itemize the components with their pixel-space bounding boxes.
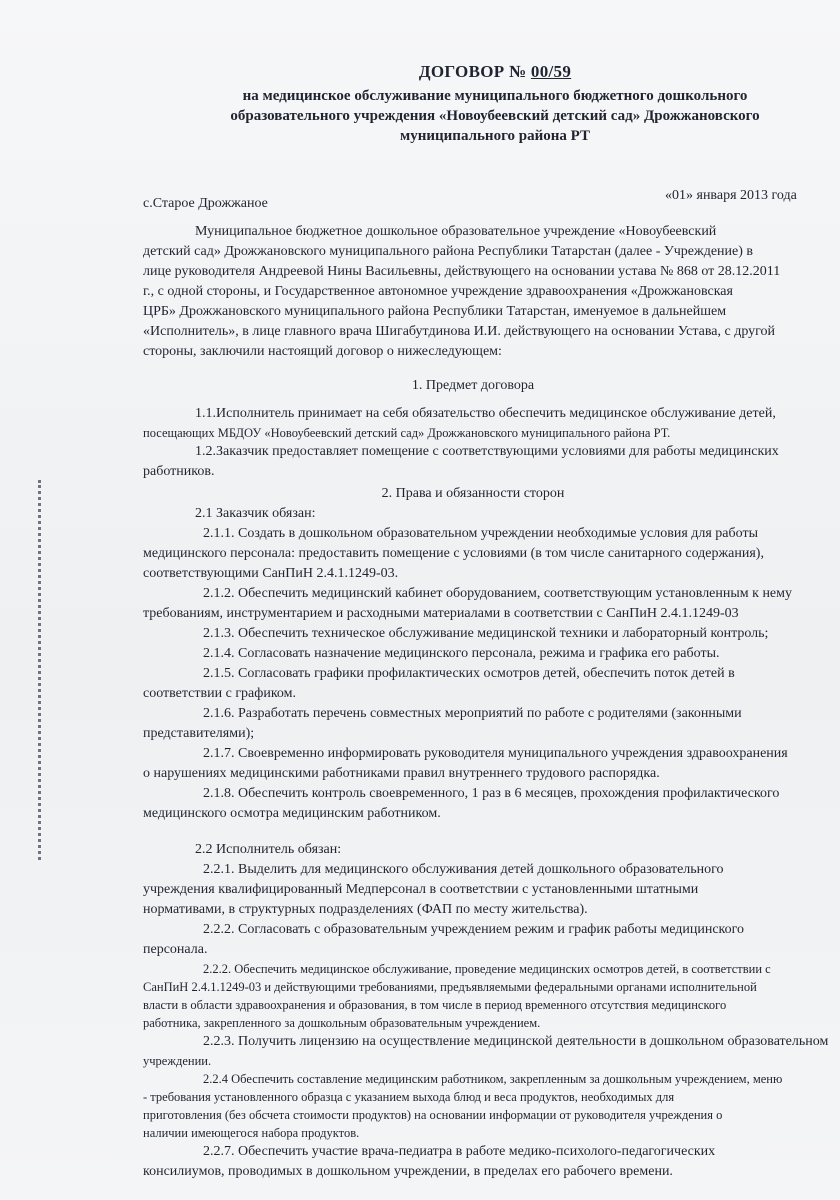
text-line: власти в области здравоохранения и образования, в том числе в период временного отсутствия медицинского <box>143 998 727 1012</box>
subtitle-line-3: муниципального района РТ <box>400 128 590 144</box>
text-line: наличии имеющегося набора продуктов. <box>143 1126 360 1140</box>
customer-heading: 2.1 Заказчик обязан: <box>195 506 316 521</box>
binder-hole-marks <box>38 480 45 860</box>
text-line: г., с одной стороны, и Государственное автономное учреждение здравоохранения «Дрожжановская <box>143 284 733 299</box>
text-line: 2.1.7. Своевременно информировать руководителя муниципального учреждения здравоохранения <box>203 746 788 761</box>
text-line: работника, закрепленного за дошкольным образовательным учреждением. <box>143 1016 541 1030</box>
text-line: 1.2.Заказчик предоставляет помещение с соответствующими условиями для работы медицинских <box>195 444 779 459</box>
text-line: нормативами, в структурных подразделениях (ФАП по месту жительства). <box>143 902 588 917</box>
text-line: детский сад» Дрожжановского муниципального района Республики Татарстан (далее - Учреждение) в <box>143 244 753 259</box>
document-header <box>150 62 840 146</box>
contract-place: с.Старое Дрожжаное <box>143 196 268 211</box>
text-line: 2.1.5. Согласовать графики профилактических осмотров детей, обеспечить поток детей в <box>203 666 735 681</box>
intro-paragraph <box>143 222 840 362</box>
text-line: «Исполнитель», в лице главного врача Шигабутдинова И.И. действующего на основании Устава, с другой <box>143 324 776 339</box>
text-line: учреждении. <box>143 1054 212 1068</box>
text-line: 2.2.2. Обеспечить медицинское обслуживание, проведение медицинских осмотров детей, в соответствии с <box>203 962 771 976</box>
spacer <box>143 824 840 840</box>
text-line: 2.1.3. Обеспечить техническое обслуживание медицинской техники и лабораторный контроль; <box>203 626 769 641</box>
text-line: стороны, заключили настоящий договор о нижеследующем: <box>143 344 502 359</box>
text-line: требованиям, инструментарием и расходными материалами в соответствии с СанПиН 2.4.1.1249-03 <box>143 606 739 621</box>
text-line: 2.1.4. Согласовать назначение медицинского персонала, режима и графика его работы. <box>203 646 720 661</box>
text-line: медицинского персонала: предоставить помещение с условиями (в том числе санитарного содержания), <box>143 546 764 561</box>
contract-number: 00/59 <box>530 62 572 81</box>
text-line: лице руководителя Андреевой Нины Васильевны, действующего на основании устава № 868 от 28.12.2011 <box>143 264 781 279</box>
text-line: представителями); <box>143 726 255 741</box>
document-subtitle <box>150 86 840 146</box>
text-line: ЦРБ» Дрожжановского муниципального района Республики Татарстан, именуемое в дальнейшем <box>143 304 727 319</box>
title-prefix: ДОГОВОР № <box>418 62 527 81</box>
text-line: о нарушениях медицинскими работниками правил внутреннего трудового распорядка. <box>143 766 660 781</box>
text-line: 2.1.2. Обеспечить медицинский кабинет оборудованием, соответствующим установленным к нему <box>203 586 793 601</box>
subtitle-line-1: на медицинское обслуживание муниципального бюджетного дошкольного <box>242 88 748 104</box>
section-2-title: 2. Права и обязанности сторон <box>381 486 565 501</box>
document-title <box>150 62 840 82</box>
text-line: соответствии с графиком. <box>143 686 297 701</box>
text-line: 2.2.4 Обеспечить составление медицинским работником, закрепленным за дошкольным учреждением, меню <box>203 1072 783 1086</box>
subtitle-line-2: образовательного учреждения «Новоубеевский детский сад» Дрожжановского <box>230 108 760 124</box>
text-line: - требования установленного образца с указанием выхода блюд и веса продуктов, необходимых для <box>143 1090 675 1104</box>
text-line: 2.1.1. Создать в дошкольном образовательном учреждении необходимые условия для работы <box>203 526 758 541</box>
text-line: 2.2.1. Выделить для медицинского обслуживания детей дошкольного образовательного <box>203 862 724 877</box>
text-line: 2.1.8. Обеспечить контроль своевременного, 1 раз в 6 месяцев, прохождения профилактического <box>203 786 780 801</box>
section-1-title: 1. Предмет договора <box>411 378 535 393</box>
text-line: посещающих МБДОУ «Новоубеевский детский сад» Дрожжановского муниципального района РТ. <box>143 426 671 440</box>
text-line: приготовления (без обсчета стоимости продуктов) на основании информации от руководителя учреждения о <box>143 1108 723 1122</box>
contract-body <box>143 222 840 1182</box>
text-line: соответствующими СанПиН 2.4.1.1249-03. <box>143 566 399 581</box>
text-line: СанПиН 2.4.1.1249-03 и действующими требованиями, предъявляемыми федеральными органами исполнительной <box>143 980 757 994</box>
text-line: работников. <box>143 464 215 479</box>
executor-heading: 2.2 Исполнитель обязан: <box>195 842 342 857</box>
text-line: 1.1.Исполнитель принимает на себя обязательство обеспечить медицинское обслуживание детей, <box>195 406 776 421</box>
text-line: 2.2.2. Согласовать с образовательным учреждением режим и график работы медицинского <box>203 922 745 937</box>
text-line: 2.1.6. Разработать перечень совместных мероприятий по работе с родителями (законными <box>203 706 742 721</box>
text-line: 2.2.7. Обеспечить участие врача-педиатра в работе медико-психолого-педагогических <box>203 1144 716 1159</box>
text-line: консилиумов, проводимых в дошкольном учреждении, в пределах его рабочего времени. <box>143 1164 673 1179</box>
text-line: Муниципальное бюджетное дошкольное образовательное учреждение «Новоубеевский <box>195 224 717 239</box>
text-line: медицинского осмотра медицинским работником. <box>143 806 441 821</box>
contract-date: «01» января 2013 года <box>665 188 797 203</box>
text-line: учреждения квалифицированный Медперсонал в соответствии с установленными штатными <box>143 882 699 897</box>
text-line: 2.2.3. Получить лицензию на осуществление медицинской деятельности в дошкольном образовательном <box>203 1034 829 1049</box>
text-line: персонала. <box>143 942 208 957</box>
